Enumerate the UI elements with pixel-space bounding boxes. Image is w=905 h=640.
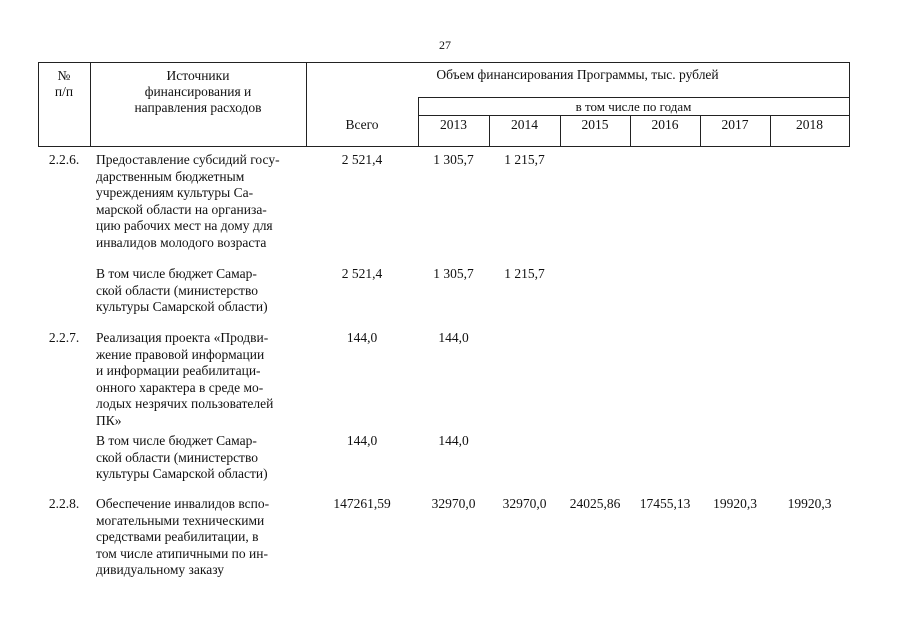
row-description <box>96 330 304 430</box>
header-year-2013: 2013 <box>440 117 467 132</box>
header-total: Всего <box>345 117 379 132</box>
header-year-2016: 2016 <box>651 117 679 132</box>
value-total: 2 521,4 <box>341 266 383 281</box>
row-number: 2.2.6. <box>48 152 80 167</box>
desc-line: дивидуальному заказу <box>96 562 224 578</box>
page-number: 27 <box>439 38 451 52</box>
header-year-2017: 2017 <box>721 117 749 132</box>
value-2013: 144,0 <box>438 330 469 345</box>
desc-line: учреждениям культуры Са- <box>96 185 254 201</box>
row-number: 2.2.7. <box>48 330 80 345</box>
row-description <box>96 152 304 252</box>
desc-line: жение правовой информации <box>96 346 265 362</box>
header-volume-title: Объем финансирования Программы, тыс. рублей <box>436 67 719 82</box>
desc-line: Реализация проекта «Продви- <box>96 330 269 345</box>
desc-line: марской области на организа- <box>96 201 267 217</box>
desc-line: средствами реабилитации, в <box>96 529 259 545</box>
header-year-2015: 2015 <box>581 117 609 132</box>
row-description <box>96 496 304 579</box>
row-number: 2.2.8. <box>48 496 80 511</box>
value-2013: 1 305,7 <box>433 152 474 167</box>
desc-line: и информации реабилитаци- <box>96 363 261 379</box>
desc-line: Обеспечение инвалидов вспо- <box>96 496 270 511</box>
desc-line: лодых незрячих пользователей <box>96 396 274 412</box>
desc-line: В том числе бюджет Самар- <box>96 433 257 448</box>
value-2013: 144,0 <box>438 433 469 448</box>
header-num-line: п/п <box>54 84 74 99</box>
desc-line: дарственным бюджетным <box>96 168 245 184</box>
value-2014: 1 215,7 <box>504 152 545 167</box>
desc-line: цию рабочих мест на дому для <box>96 218 273 234</box>
table-right-border <box>849 62 850 147</box>
header-sources-line: финансирования и <box>144 84 252 99</box>
value-2015: 24025,86 <box>569 496 621 511</box>
header-num-line: № <box>57 68 71 83</box>
desc-line: ской области (министерство <box>96 282 258 298</box>
header-year-2014: 2014 <box>511 117 538 132</box>
value-2013: 1 305,7 <box>433 266 474 281</box>
years-group-border <box>418 97 850 98</box>
desc-line: культуры Самарской области) <box>96 466 268 482</box>
header-by-years: в том числе по годам <box>575 99 692 114</box>
desc-line: Предоставление субсидий госу- <box>96 152 280 167</box>
value-total: 144,0 <box>346 330 378 345</box>
header-sources-line: Источники <box>166 68 230 83</box>
value-2016: 17455,13 <box>639 496 691 511</box>
value-total: 144,0 <box>346 433 378 448</box>
desc-line: В том числе бюджет Самар- <box>96 266 257 281</box>
header-sources <box>90 68 306 116</box>
desc-line: инвалидов молодого возраста <box>96 234 267 250</box>
years-row-border <box>418 115 850 116</box>
desc-line: культуры Самарской области) <box>96 299 268 315</box>
value-total: 2 521,4 <box>341 152 383 167</box>
desc-line: ПК» <box>96 412 122 428</box>
value-total: 147261,59 <box>333 496 391 511</box>
header-year-2018: 2018 <box>796 117 823 132</box>
desc-line: ской области (министерство <box>96 449 258 465</box>
desc-line: могательными техническими <box>96 512 265 528</box>
table-top-border <box>38 62 850 63</box>
value-2018: 19920,3 <box>787 496 832 511</box>
row-description <box>96 266 304 316</box>
header-num <box>38 68 90 100</box>
value-2014: 1 215,7 <box>504 266 545 281</box>
desc-line: том числе атипичными по ин- <box>96 545 268 561</box>
header-sources-line: направления расходов <box>134 100 262 115</box>
desc-line: онного характера в среде мо- <box>96 379 264 395</box>
value-2013: 32970,0 <box>431 496 476 511</box>
table-header-bottom-border <box>38 146 850 147</box>
value-2017: 19920,3 <box>713 496 757 511</box>
row-description <box>96 433 304 483</box>
value-2014: 32970,0 <box>502 496 547 511</box>
